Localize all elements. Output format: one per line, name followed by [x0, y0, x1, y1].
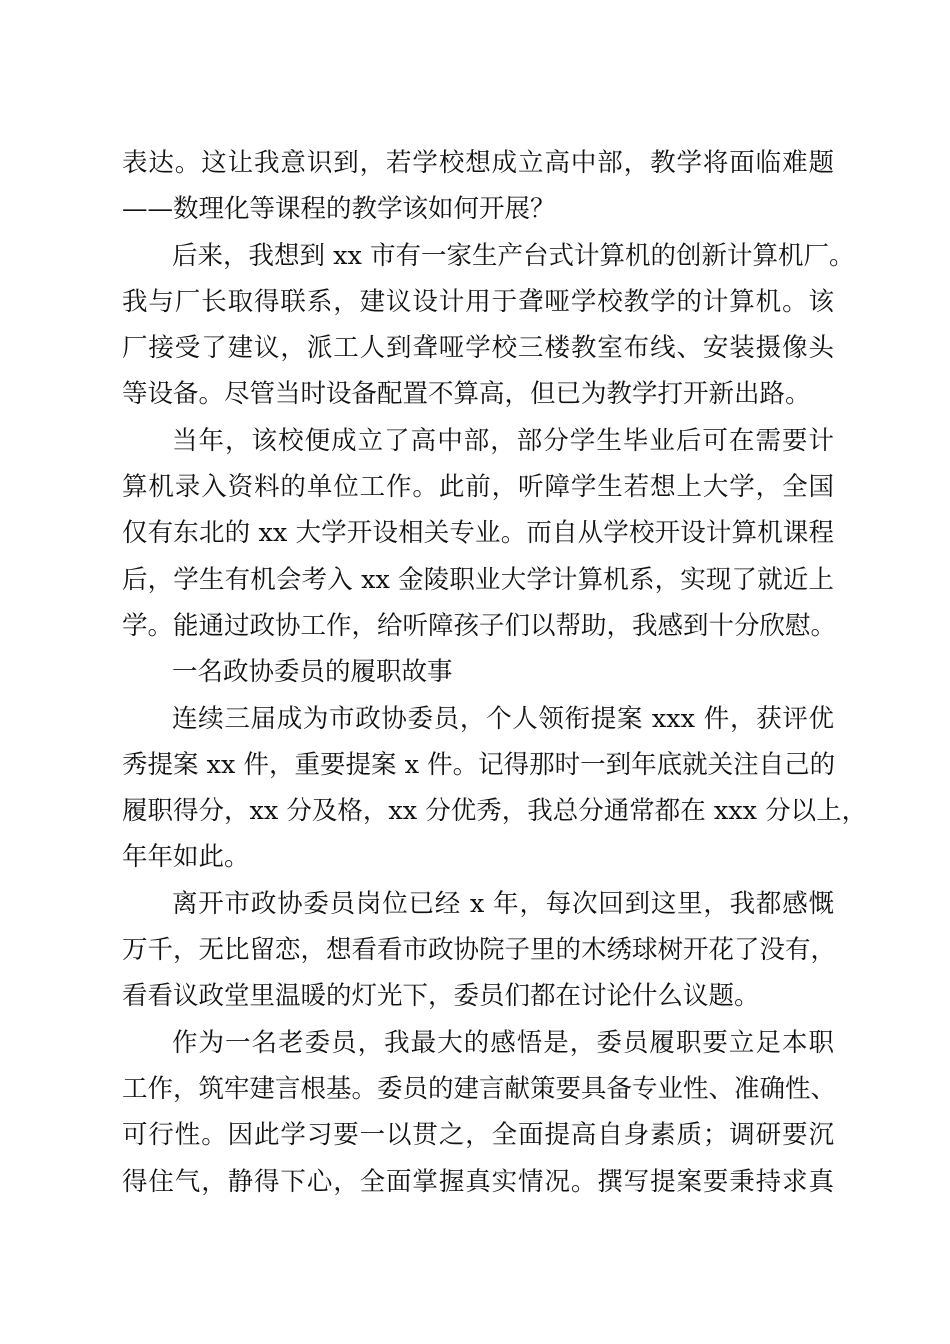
text-line: 履职得分，xx 分及格，xx 分优秀，我总分通常都在 xxx 分以上， — [122, 796, 868, 827]
text-line: 万千，无比留恋，想看看市政协院子里的木绣球树开花了没有， — [122, 935, 837, 966]
text-line: 年年如此。 — [122, 842, 250, 873]
text-line: 看看议政堂里温暖的灯光下，委员们都在讨论什么议题。 — [122, 981, 760, 1012]
text-line: 厂接受了建议，派工人到聋哑学校三楼教室布线、安装摄像头 — [122, 333, 834, 364]
text-line: 可行性。因此学习要一以贯之，全面提高自身素质；调研要沉 — [122, 1120, 834, 1151]
text-line: 得住气，静得下心，全面掌握真实情况。撰写提案要秉持求真 — [122, 1166, 834, 1197]
document-body — [122, 140, 868, 1205]
paragraph-first-line: 连续三届成为市政协委员，个人领衔提案 xxx 件，获评优 — [172, 703, 834, 734]
section-heading: 一名政协委员的履职故事 — [172, 657, 453, 688]
paragraph-first-line: 离开市政协委员岗位已经 x 年，每次回到这里，我都感慨 — [172, 888, 834, 919]
text-line: 等设备。尽管当时设备配置不算高，但已为教学打开新出路。 — [122, 379, 811, 410]
text-line: 学。能通过政协工作，给听障孩子们以帮助，我感到十分欣慰。 — [122, 610, 837, 641]
text-line: 仅有东北的 xx 大学开设相关专业。而自从学校开设计算机课程 — [122, 518, 834, 549]
text-line: 算机录入资料的单位工作。此前，听障学生若想上大学，全国 — [122, 472, 834, 503]
text-line: 我与厂长取得联系，建议设计用于聋哑学校教学的计算机。该 — [122, 286, 834, 317]
paragraph-first-line: 当年，该校便成立了高中部，部分学生毕业后可在需要计 — [172, 425, 834, 456]
text-line: 工作，筑牢建言根基。委员的建言献策要具备专业性、准确性、 — [122, 1073, 837, 1104]
paragraph-first-line: 作为一名老委员，我最大的感悟是，委员履职要立足本职 — [172, 1027, 834, 1058]
text-line: 表达。这让我意识到，若学校想成立高中部，教学将面临难题 — [122, 148, 834, 178]
text-line: ——数理化等课程的教学该如何开展？ — [122, 194, 556, 225]
text-line: 秀提案 xx 件，重要提案 x 件。记得那时一到年底就关注自己的 — [122, 749, 836, 780]
text-line: 后，学生有机会考入 xx 金陵职业大学计算机系，实现了就近上 — [122, 564, 834, 595]
paragraph-first-line: 后来，我想到 xx 市有一家生产台式计算机的创新计算机厂。 — [172, 240, 855, 271]
